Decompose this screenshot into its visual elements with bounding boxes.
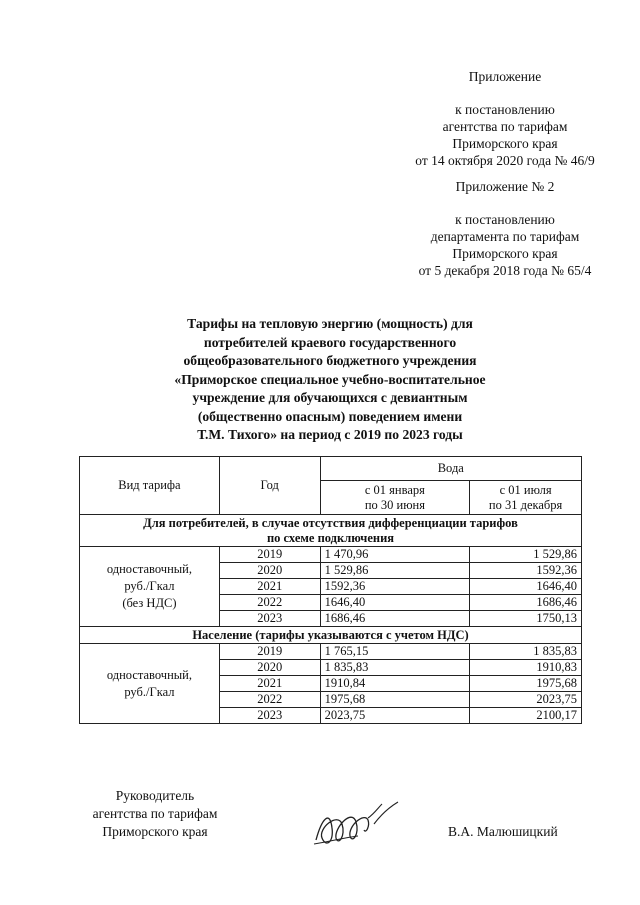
signatory-position — [60, 787, 250, 841]
year-cell: 2023 — [219, 611, 320, 627]
appendix-2-header — [380, 178, 630, 279]
col-header-second-half — [470, 481, 582, 515]
section-header-row — [80, 515, 582, 547]
tariff-first-half-cell: 1 765,15 — [320, 644, 470, 660]
col-header-first-half-line: с 01 января — [364, 482, 425, 497]
year-cell: 2022 — [219, 692, 320, 708]
col-header-tariff-type: Вид тарифа — [80, 457, 220, 515]
year-cell: 2019 — [219, 547, 320, 563]
tariff-second-half-cell: 1910,83 — [470, 660, 582, 676]
tariff-first-half-cell: 1975,68 — [320, 692, 470, 708]
tariff-type-line: одноставочный, — [106, 562, 192, 576]
year-cell: 2020 — [219, 660, 320, 676]
section-title-line: Для потребителей, в случае отсутствия дифференциации тарифов — [143, 515, 518, 530]
signatory-position-line: Приморского края — [102, 824, 208, 839]
tariff-first-half-cell: 1592,36 — [320, 579, 470, 595]
appendix-line: к постановлению — [455, 102, 555, 117]
year-cell: 2021 — [219, 579, 320, 595]
tariff-first-half-cell: 1 470,96 — [320, 547, 470, 563]
title-line: учреждение для обучающихся с девиантным — [192, 390, 468, 405]
signatory-position-line: Руководитель — [115, 788, 195, 803]
tariff-second-half-cell: 1750,13 — [470, 611, 582, 627]
tariff-first-half-cell: 1646,40 — [320, 595, 470, 611]
appendix-2-line: департамента по тарифам — [430, 229, 580, 244]
tariff-first-half-cell: 1 529,86 — [320, 563, 470, 579]
appendix-2-title: Приложение № 2 — [455, 179, 555, 194]
appendix-title: Приложение — [468, 69, 542, 84]
tariff-second-half-cell: 1975,68 — [470, 676, 582, 692]
appendix-header — [380, 68, 630, 169]
tariff-type-cell — [80, 547, 220, 627]
tariff-first-half-cell: 1 835,83 — [320, 660, 470, 676]
title-line: потребителей краевого государственного — [203, 334, 457, 350]
appendix-line: агентства по тарифам — [442, 119, 568, 134]
title-line: Тарифы на тепловую энергию (мощность) для — [187, 316, 473, 331]
section-title-line: Население (тарифы указываются с учетом НДС) — [192, 627, 469, 642]
table-row — [80, 644, 582, 660]
section-header-row — [80, 627, 582, 644]
year-cell: 2023 — [219, 708, 320, 724]
tariff-type-cell — [80, 644, 220, 724]
title-line: «Приморское специальное учебно-воспитательное — [174, 371, 486, 387]
col-header-first-half — [320, 481, 470, 515]
col-header-second-half-line: с 01 июля — [499, 482, 552, 497]
table-header-row — [80, 457, 582, 481]
col-header-water: Вода — [320, 457, 581, 481]
tariff-second-half-cell: 2023,75 — [470, 692, 582, 708]
tariff-first-half-cell: 1910,84 — [320, 676, 470, 692]
tariff-type-line: одноставочный, — [106, 667, 192, 682]
year-cell: 2020 — [219, 563, 320, 579]
col-header-first-half-line: по 30 июня — [364, 497, 425, 512]
section-title-consumers — [80, 515, 582, 547]
tariff-type-line: руб./Гкал — [124, 579, 175, 593]
appendix-2-line: Приморского края — [452, 246, 558, 261]
year-cell: 2021 — [219, 676, 320, 692]
tariff-second-half-cell: 1686,46 — [470, 595, 582, 611]
section-title-population — [80, 627, 582, 644]
tariff-type-line: руб./Гкал — [124, 684, 175, 699]
appendix-line: от 14 октября 2020 года № 46/9 — [415, 153, 595, 168]
signatory-position-line: агентства по тарифам — [92, 806, 218, 821]
table-row — [80, 547, 582, 563]
document-title — [130, 315, 530, 445]
title-line: общеобразовательного бюджетного учреждения — [183, 353, 477, 368]
year-cell: 2022 — [219, 595, 320, 611]
tariff-type-line: (без НДС) — [122, 596, 177, 610]
title-line: Т.М. Тихого» на период с 2019 по 2023 годы — [197, 427, 463, 442]
tariff-second-half-cell: 1592,36 — [470, 563, 582, 579]
year-cell: 2019 — [219, 644, 320, 660]
tariff-first-half-cell: 1686,46 — [320, 611, 470, 627]
signatory-name: В.А. Малюшицкий — [448, 824, 558, 839]
section-title-line: по схеме подключения — [266, 530, 395, 545]
appendix-line: Приморского края — [452, 136, 558, 151]
appendix-2-line: от 5 декабря 2018 года № 65/4 — [418, 263, 592, 278]
tariff-second-half-cell: 1 835,83 — [470, 644, 582, 660]
title-line: (общественно опасным) поведением имени — [197, 408, 463, 424]
tariff-second-half-cell: 2100,17 — [470, 708, 582, 724]
handwritten-signature — [308, 798, 408, 858]
tariff-second-half-cell: 1646,40 — [470, 579, 582, 595]
tariff-first-half-cell: 2023,75 — [320, 708, 470, 724]
appendix-2-line: к постановлению — [455, 212, 555, 227]
tariff-second-half-cell: 1 529,86 — [470, 547, 582, 563]
tariff-table — [79, 456, 582, 724]
col-header-year: Год — [219, 457, 320, 515]
col-header-second-half-line: по 31 декабря — [488, 497, 563, 512]
